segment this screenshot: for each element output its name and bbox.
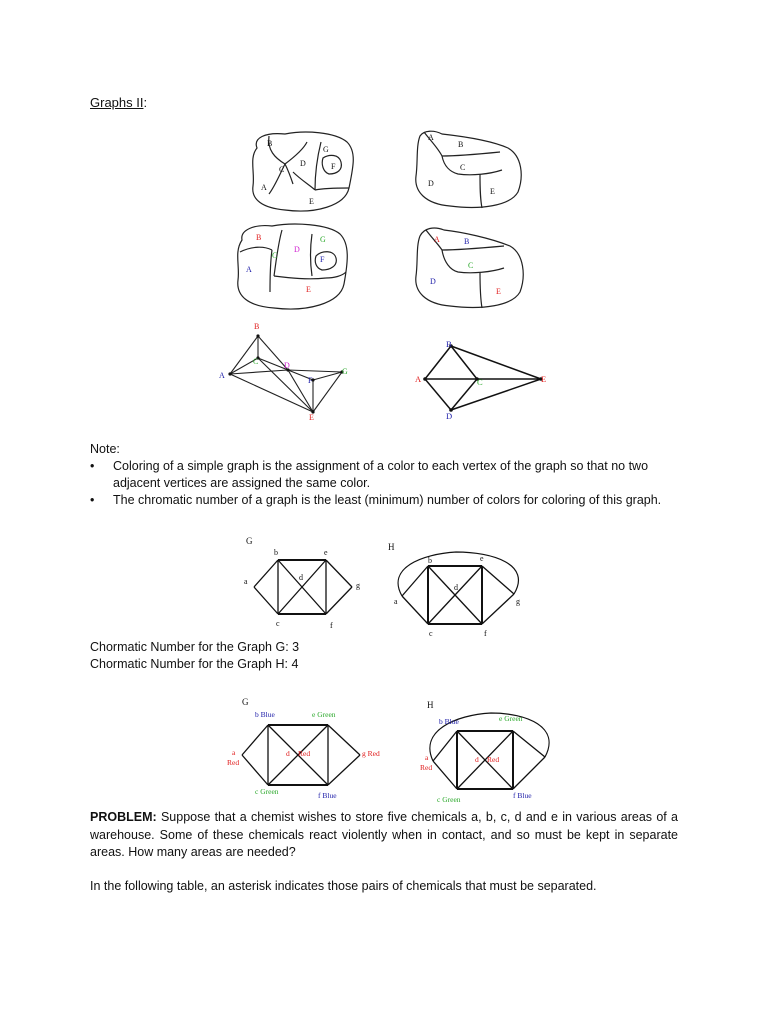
graph-g-d-label: d (286, 749, 290, 758)
table-note: In the following table, an asterisk indicates those pairs of chemicals that must be separated. (90, 879, 597, 893)
map2-label: D (428, 179, 434, 188)
map-diagram-3 (230, 222, 355, 314)
dual-right-vertex-label: D (446, 411, 453, 421)
graph-h-d-label: d (475, 755, 479, 764)
bullet-icon: • (90, 459, 95, 473)
graph-g-plain (240, 530, 370, 632)
graph-g-b-label: b Blue (255, 710, 275, 719)
map3-label: E (306, 285, 311, 294)
note-label: Note: (90, 442, 120, 456)
map4-label: B (464, 237, 470, 246)
map4-label: E (496, 287, 501, 296)
dual-graph-left (210, 318, 360, 426)
map3-label: C (272, 251, 278, 260)
graph-h-vertex-label: b (428, 556, 432, 565)
map4-label: D (430, 277, 436, 286)
graph-h-vertex-label: a (394, 597, 398, 606)
map-diagram-1 (245, 128, 360, 216)
map1-label: D (300, 159, 306, 168)
graph-g-name: G (246, 536, 253, 546)
dual-left-vertex-label: F (308, 376, 313, 385)
dual-left-vertex-label: G (342, 367, 348, 376)
chromatic-h: Chormatic Number for the Graph H: 4 (90, 657, 299, 671)
graph-g-vertex-label: g (356, 581, 360, 590)
graph-h-vertex-label: c (429, 629, 433, 638)
graph-g-vertex-label: c (276, 619, 280, 628)
note-list (90, 458, 690, 509)
map1-label: F (331, 162, 336, 171)
graph-g-f-label: f Blue (318, 791, 337, 800)
graph-h-a-label: a (425, 753, 429, 762)
graph-g-vertex-label: e (324, 548, 328, 557)
graph-g-a-color: Red (227, 758, 240, 767)
map2-label: C (460, 163, 466, 172)
graph-g-vertex-label: d (299, 573, 303, 582)
graph-g-g-label: g Red (362, 749, 380, 758)
dual-left-vertex-label: B (254, 322, 260, 331)
graph-g-vertex-label: b (274, 548, 278, 557)
map3-label: B (256, 233, 262, 242)
map3-label: D (294, 245, 300, 254)
map1-label: G (323, 145, 329, 154)
graph-g-colored (222, 693, 397, 805)
graph-h-vertex-label: d (454, 583, 458, 592)
map2-label: E (490, 187, 495, 196)
graph-h-vertex-label: e (480, 554, 484, 563)
graph-h-vertex-label: f (484, 629, 487, 638)
graph-h-e-label: e Green (499, 714, 523, 723)
graph-g-colored-name: G (242, 697, 249, 707)
graph-h-f-label: f Blue (513, 791, 532, 800)
map3-label: A (246, 265, 252, 274)
graph-h-colored (415, 697, 565, 807)
graph-h-d-color: Red (487, 755, 500, 764)
dual-right-vertex-label: A (415, 374, 422, 384)
chromatic-g: Chormatic Number for the Graph G: 3 (90, 640, 300, 654)
map2-label: A (428, 133, 434, 142)
map2-label: B (458, 140, 464, 149)
map-diagram-2 (410, 126, 530, 212)
dual-left-vertex-label: D (284, 361, 290, 370)
map3-label: F (320, 255, 325, 264)
dual-right-vertex-label: B (446, 339, 452, 349)
note-item: • The chromatic number of a graph is the least (minimum) number of colors for coloring of this graph. (90, 493, 662, 507)
graph-g-vertex-label: a (244, 577, 248, 586)
dual-left-vertex-label: C (253, 357, 259, 366)
map1-label: C (279, 165, 285, 174)
map-diagram-4 (410, 222, 530, 312)
graph-h-b-label: b Blue (439, 717, 459, 726)
graph-g-vertex-label: f (330, 621, 333, 630)
problem-text: Suppose that a chemist wishes to store five chemicals a, b, c, d and e in various areas of a warehouse. Some of these chemicals react violently when in contact, and so must be kept in separate areas. How many areas are needed? (90, 810, 678, 859)
map1-label: B (267, 139, 273, 148)
graph-h-colored-name: H (427, 700, 434, 710)
graph-g-c-label: c Green (255, 787, 279, 796)
graph-g-a-label: a (232, 748, 236, 757)
dual-graph-right (405, 336, 560, 422)
dual-right-vertex-label: E (541, 374, 547, 384)
graph-g-d-color: Red (298, 749, 311, 758)
dual-left-vertex-label: E (309, 413, 314, 422)
graph-h-name: H (388, 542, 395, 552)
problem-paragraph (90, 809, 678, 862)
bullet-icon: • (90, 493, 95, 507)
map1-label: A (261, 183, 267, 192)
page-title: Graphs II: (90, 95, 148, 110)
map4-label: A (434, 235, 440, 244)
map4-label: C (468, 261, 474, 270)
map3-label: G (320, 235, 326, 244)
dual-left-vertex-label: A (219, 371, 225, 380)
graph-g-e-label: e Green (312, 710, 336, 719)
dual-right-vertex-label: C (477, 377, 483, 387)
map1-label: E (309, 197, 314, 206)
problem-label: PROBLEM: (90, 810, 157, 824)
graph-h-vertex-label: g (516, 597, 520, 606)
note-item: • Coloring of a simple graph is the assignment of a color to each vertex of the graph so that no two adjacent vertices are assigned the same color. (90, 459, 649, 490)
graph-h-plain (382, 538, 532, 642)
graph-h-c-label: c Green (437, 795, 461, 804)
graph-h-a-color: Red (420, 763, 433, 772)
